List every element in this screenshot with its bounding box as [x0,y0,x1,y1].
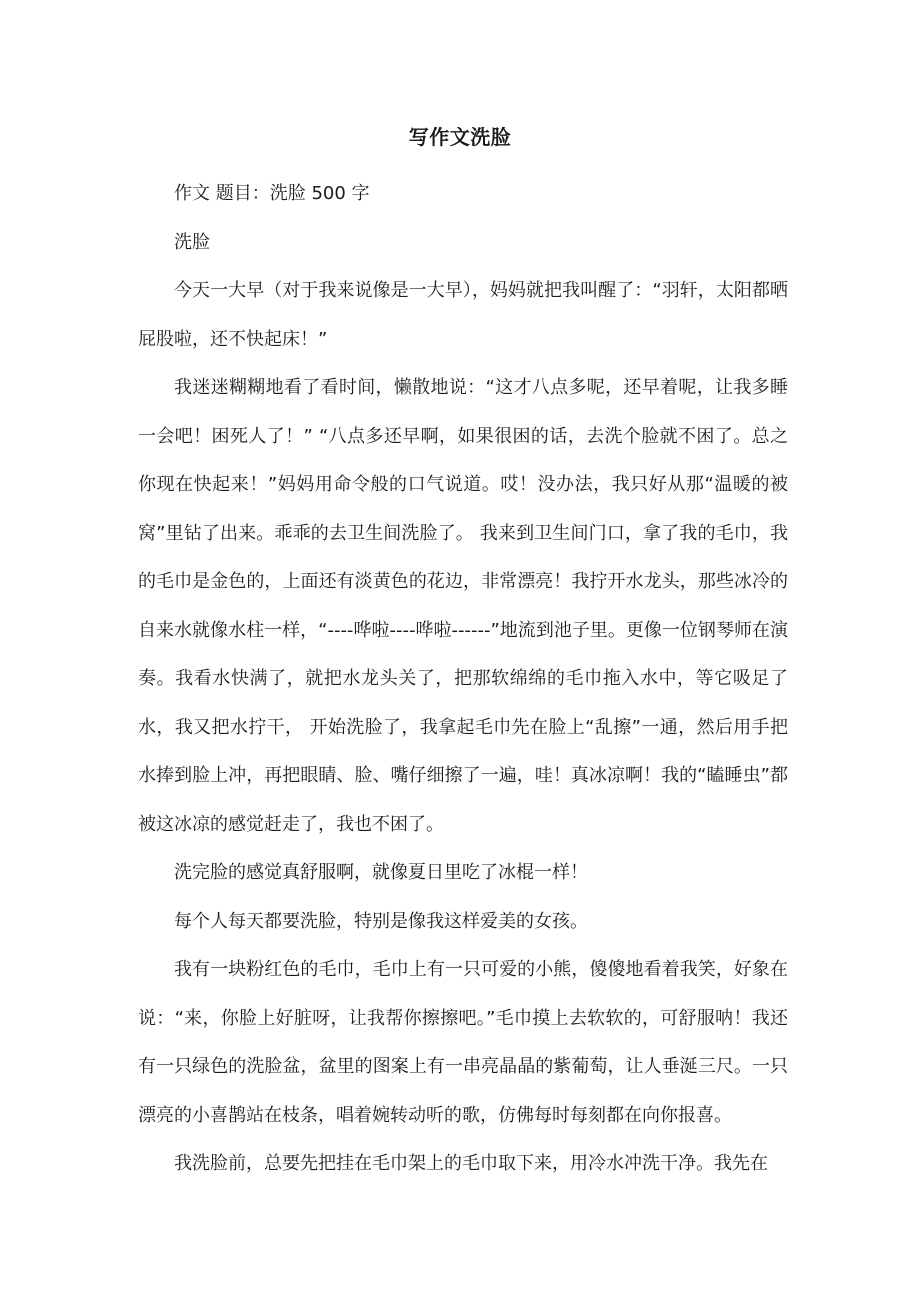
document-title: 写作文洗脸 [408,125,512,149]
paragraph-topic: 作文 题目：洗脸 500 字 [174,183,370,204]
paragraph-heading: 洗脸 [174,231,210,253]
paragraph: 我有一块粉红色的毛巾，毛巾上有一只可爱的小熊，傻傻地看着我笑，好象在说：“来，你脸上好脏呀，让我帮你擦擦吧。”毛巾摸上去软软的，可舒服呐！我还有一只绿色的洗脸盆，盆里的图案上有一串亮晶晶的紫葡萄，让人垂涎三尺。一只漂亮的小喜鹊站在枝条，唱着婉转动听的歌，仿佛每时每刻都在向你报喜。 [138,959,788,1126]
paragraph: 洗完脸的感觉真舒服啊，就像夏日里吃了冰棍一样！ [174,862,588,883]
document-body [138,170,788,1189]
paragraph: 今天一大早（对于我来说像是一大早），妈妈就把我叫醒了：“羽轩，太阳都晒屁股啦，还不快起床！” [138,280,788,350]
paragraph: 我洗脸前，总要先把挂在毛巾架上的毛巾取下来，用冷水冲洗干净。我先在 [174,1153,768,1174]
paragraph: 每个人每天都要洗脸，特别是像我这样爱美的女孩。 [174,910,588,932]
paragraph: 我迷迷糊糊地看了看时间，懒散地说：“这才八点多呢，还早着呢，让我多睡一会吧！困死人了！” “八点多还早啊，如果很困的话，去洗个脸就不困了。总之你现在快起来！”妈妈用命令般的口气说道。哎！没办法，我只好从那“温暖的被窝”里钻了出来。乖乖的去卫生间洗脸了。 我来到卫生间门口，拿了我的毛巾，我的毛巾是金色的，上面还有淡黄色的花边，非常漂亮！我拧开水龙头，那些冰冷的自来水就像水柱一样，“----哗啦----哗啦------”地流到池子里。更像一位钢琴师在演奏。我看水快满了，就把水龙头关了，把那软绵绵的毛巾拖入水中，等它吸足了水，我又把水拧干， 开始洗脸了，我拿起毛巾先在脸上“乱擦”一通，然后用手把水捧到脸上冲，再把眼睛、脸、嘴仔细擦了一遍，哇！真冰凉啊！我的“瞌睡虫”都被这冰凉的感觉赶走了，我也不困了。 [138,377,788,835]
